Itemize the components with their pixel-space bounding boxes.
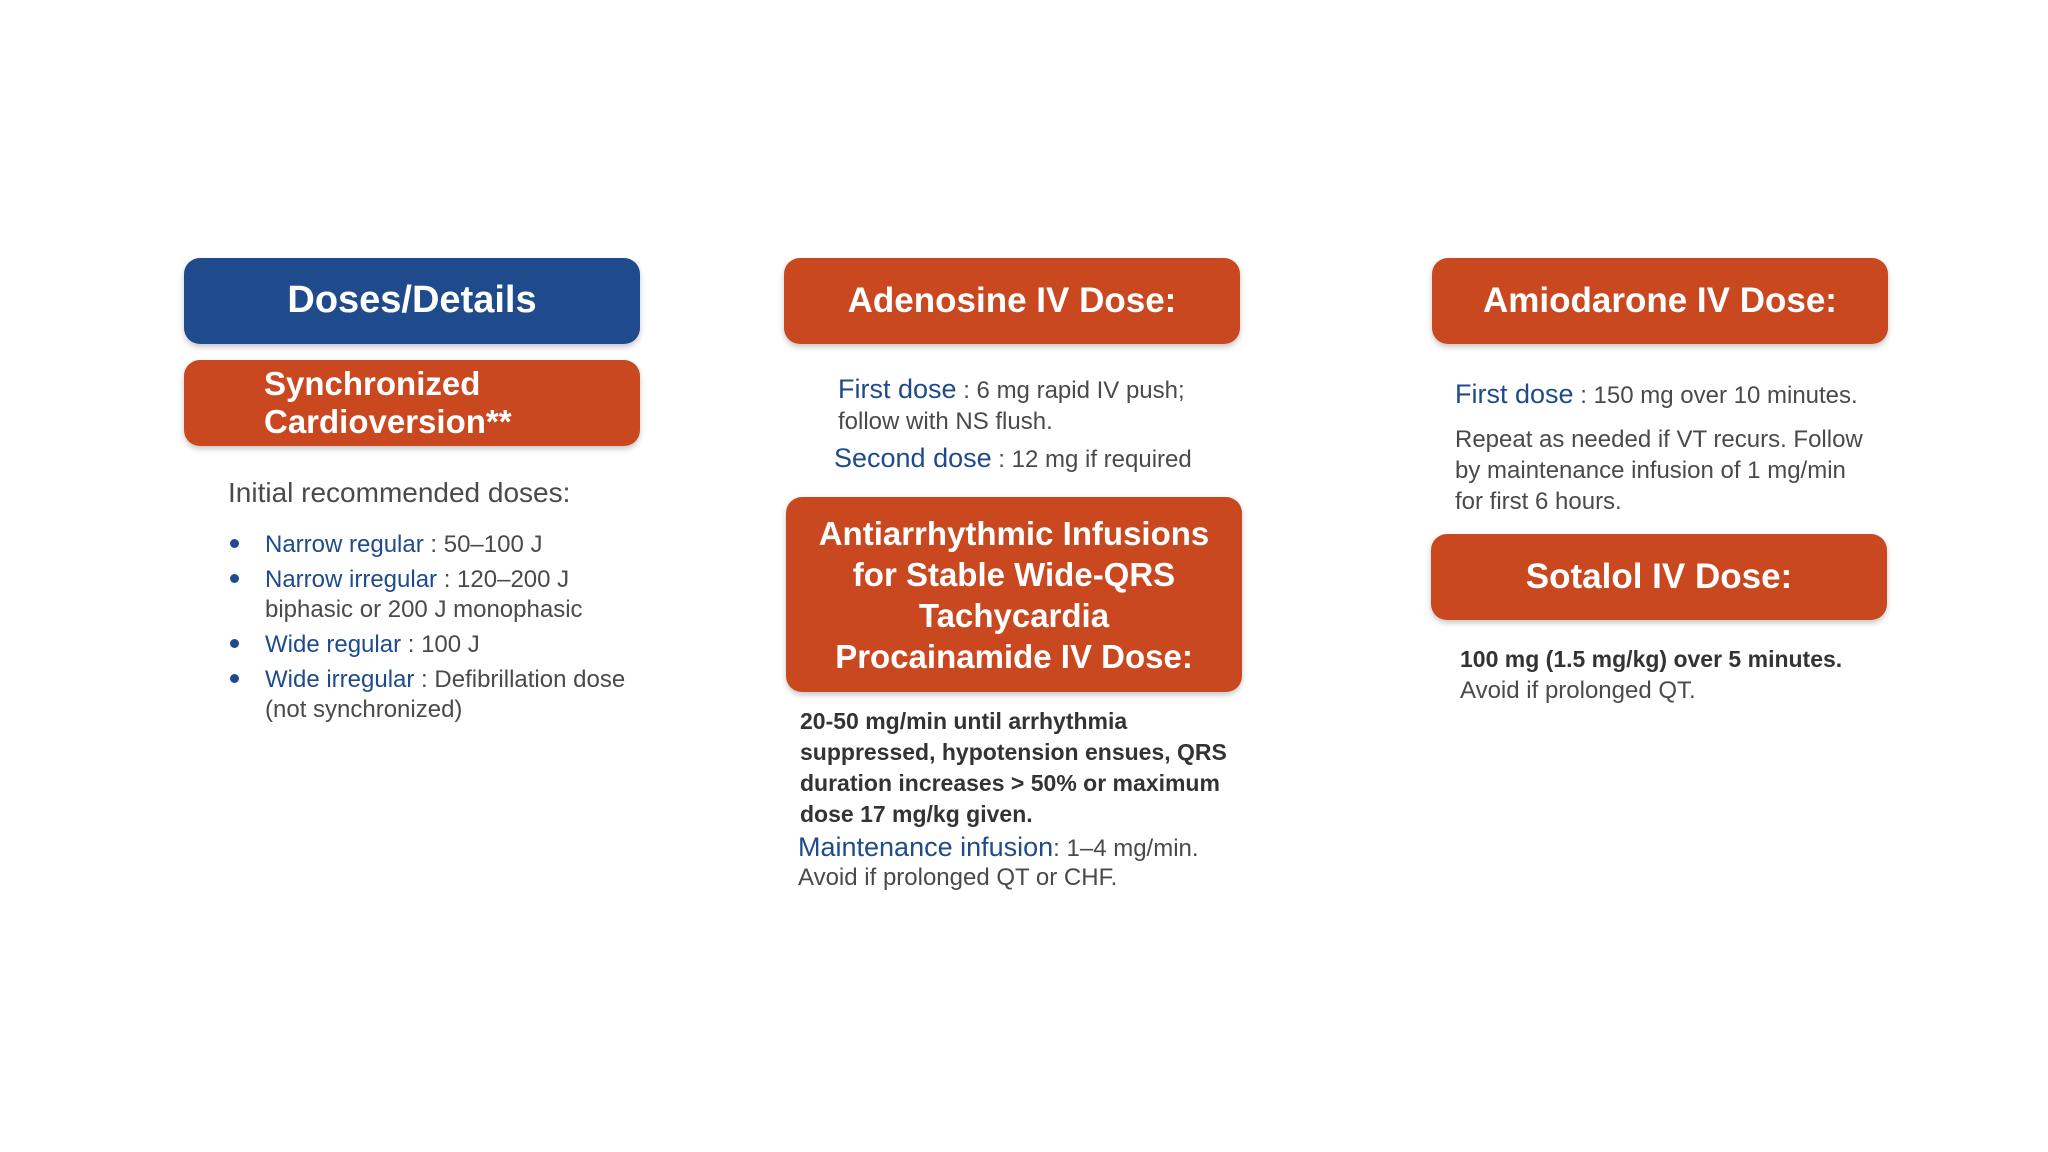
second-dose-text: : 12 mg if required — [991, 446, 1192, 473]
sotalol-header — [1431, 534, 1887, 620]
bullet-label: Wide regular — [265, 631, 402, 658]
infusion-header-line: Antiarrhythmic Infusions — [818, 514, 1210, 552]
infusion-header-line: Procainamide IV Dose: — [835, 637, 1193, 675]
bullet-icon — [230, 574, 239, 583]
adenosine-header — [784, 258, 1240, 344]
doses-details-header — [184, 258, 640, 344]
adenosine-second-dose — [834, 443, 1214, 475]
synchronized-cardioversion-title: Synchronized Cardioversion** — [264, 365, 512, 440]
maintenance-label: Maintenance infusion — [798, 832, 1054, 862]
procainamide-dose-text: 20-50 mg/min until arrhythmia suppressed, hypotension ensues, QRS duration increases > 50% or maximum dose 17 mg/kg given. — [800, 708, 1227, 827]
synchronized-cardioversion-header — [184, 360, 640, 446]
bullet-icon — [230, 674, 239, 683]
procainamide-avoid: Avoid if prolonged QT or CHF. — [798, 864, 1118, 891]
list-item — [228, 630, 628, 660]
maintenance-infusion — [798, 832, 1238, 864]
bullet-icon — [230, 639, 239, 648]
list-item — [228, 565, 628, 625]
bullet-text: : 100 J — [401, 631, 480, 658]
amiodarone-first-dose — [1455, 379, 1875, 411]
first-dose-label: First dose — [838, 374, 957, 404]
amiodarone-title: Amiodarone IV Dose: — [1483, 280, 1837, 320]
initial-doses-intro: Initial recommended doses: — [228, 477, 571, 508]
adenosine-first-dose — [838, 374, 1198, 437]
first-dose-text: : 150 mg over 10 minutes. — [1573, 382, 1858, 409]
second-dose-label: Second dose — [834, 443, 992, 473]
maintenance-text: : 1–4 mg/min. — [1053, 835, 1199, 862]
bullet-label: Narrow irregular — [265, 566, 438, 593]
bullet-label: Wide irregular — [265, 666, 415, 693]
first-dose-label: First dose — [1455, 379, 1574, 409]
bullet-text: : 50–100 J — [423, 531, 543, 558]
bullet-text: : Defibrillation dose (not synchronized) — [265, 666, 626, 723]
adenosine-title: Adenosine IV Dose: — [847, 280, 1177, 320]
amiodarone-repeat: Repeat as needed if VT recurs. Follow by maintenance infusion of 1 mg/min for first 6 hours. — [1455, 426, 1863, 515]
amiodarone-header — [1432, 258, 1888, 344]
bullet-label: Narrow regular — [265, 531, 424, 558]
first-dose-text: : 6 mg rapid IV push; follow with NS flush. — [838, 377, 1185, 435]
bullet-text: : 120–200 J biphasic or 200 J monophasic — [265, 566, 583, 623]
infusion-header-line: Tachycardia — [918, 596, 1110, 634]
list-item — [228, 530, 628, 560]
sotalol-dose: 100 mg (1.5 mg/kg) over 5 minutes. — [1460, 646, 1843, 672]
sotalol-avoid: Avoid if prolonged QT. — [1460, 677, 1696, 704]
antiarrhythmic-infusions-header — [786, 497, 1242, 692]
sotalol-title: Sotalol IV Dose: — [1525, 556, 1793, 596]
doses-details-title: Doses/Details — [287, 279, 537, 322]
infusion-header-line: for Stable Wide-QRS — [852, 555, 1176, 593]
list-item — [228, 665, 628, 725]
bullet-icon — [230, 539, 239, 548]
cardioversion-dose-list — [228, 530, 628, 730]
